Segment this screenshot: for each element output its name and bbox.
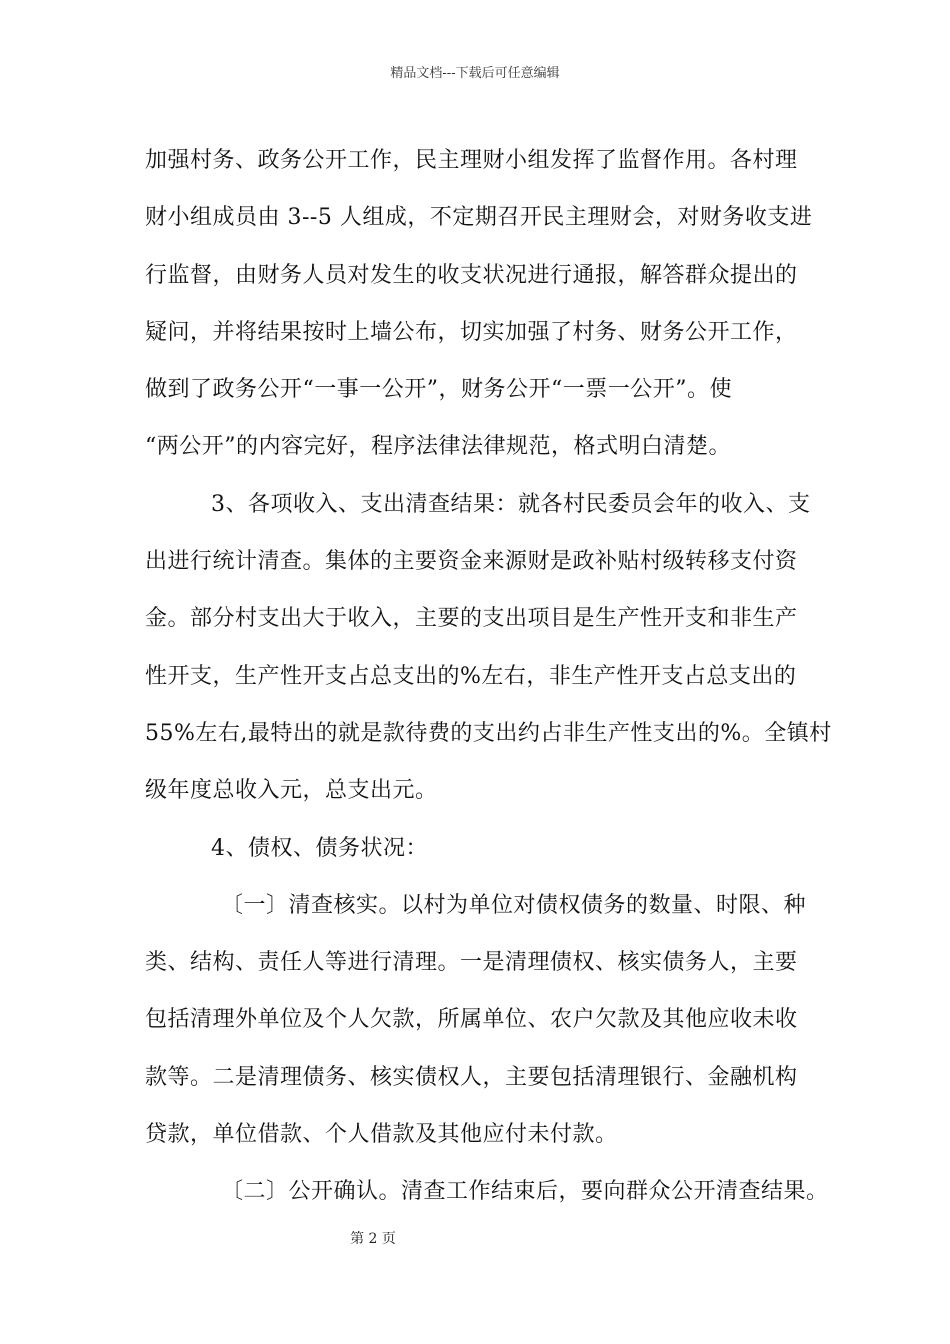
- text-line: 财小组成员由 3--5 人组成，不定期召开民主理财会，对财务收支进: [145, 205, 813, 231]
- text-line: 出进行统计清查。集体的主要资金来源财是政补贴村级转移支付资: [145, 549, 798, 575]
- text-line: “两公开”的内容完好，程序法律法律规范，格式明白清楚。: [145, 434, 731, 460]
- text-line: 55%左右,最特出的就是款待费的支出约占非生产性支出的%。全镇村: [145, 720, 832, 746]
- subsection-2-heading-line: 〔二〕公开确认。清查工作结束后，要向群众公开清查结果。: [221, 1179, 829, 1205]
- document-body: [145, 132, 835, 1221]
- text-line: 包括清理外单位及个人欠款，所属单位、农户欠款及其他应收未收: [145, 1007, 798, 1033]
- text-line: 级年度总收入元，总支出元。: [145, 778, 438, 804]
- text-line: 金。部分村支出大于收入，主要的支出项目是生产性开支和非生产: [145, 606, 798, 632]
- text-line: 行监督，由财务人员对发生的收支状况进行通报，解答群众提出的: [145, 262, 798, 288]
- subsection-1-heading-line: 〔一〕清查核实。以村为单位对债权债务的数量、时限、种: [221, 892, 807, 918]
- text-line: 性开支，生产性开支占总支出的%左右，非生产性开支占总支出的: [145, 663, 797, 689]
- text-line: 贷款，单位借款、个人借款及其他应付未付款。: [145, 1122, 618, 1148]
- page-number: 第 2 页: [350, 1231, 396, 1247]
- text-line: 加强村务、政务公开工作，民主理财小组发挥了监督作用。各村理: [145, 148, 798, 173]
- text-line: 做到了政务公开“一事一公开”，财务公开“一票一公开”。使: [145, 377, 732, 403]
- page-header: 精品文档---下载后可任意编辑: [390, 66, 560, 81]
- text-line: 款等。二是清理债务、核实债权人，主要包括清理银行、金融机构: [145, 1064, 798, 1090]
- text-line: 疑问，并将结果按时上墙公布，切实加强了村务、财务公开工作，: [145, 319, 798, 345]
- section-3-heading-line: 3、各项收入、支出清查结果：就各村民委员会年的收入、支: [211, 491, 811, 517]
- section-4-heading: 4、债权、债务状况：: [211, 835, 428, 861]
- text-line: 类、结构、责任人等进行清理。一是清理债权、核实债务人，主要: [145, 950, 798, 976]
